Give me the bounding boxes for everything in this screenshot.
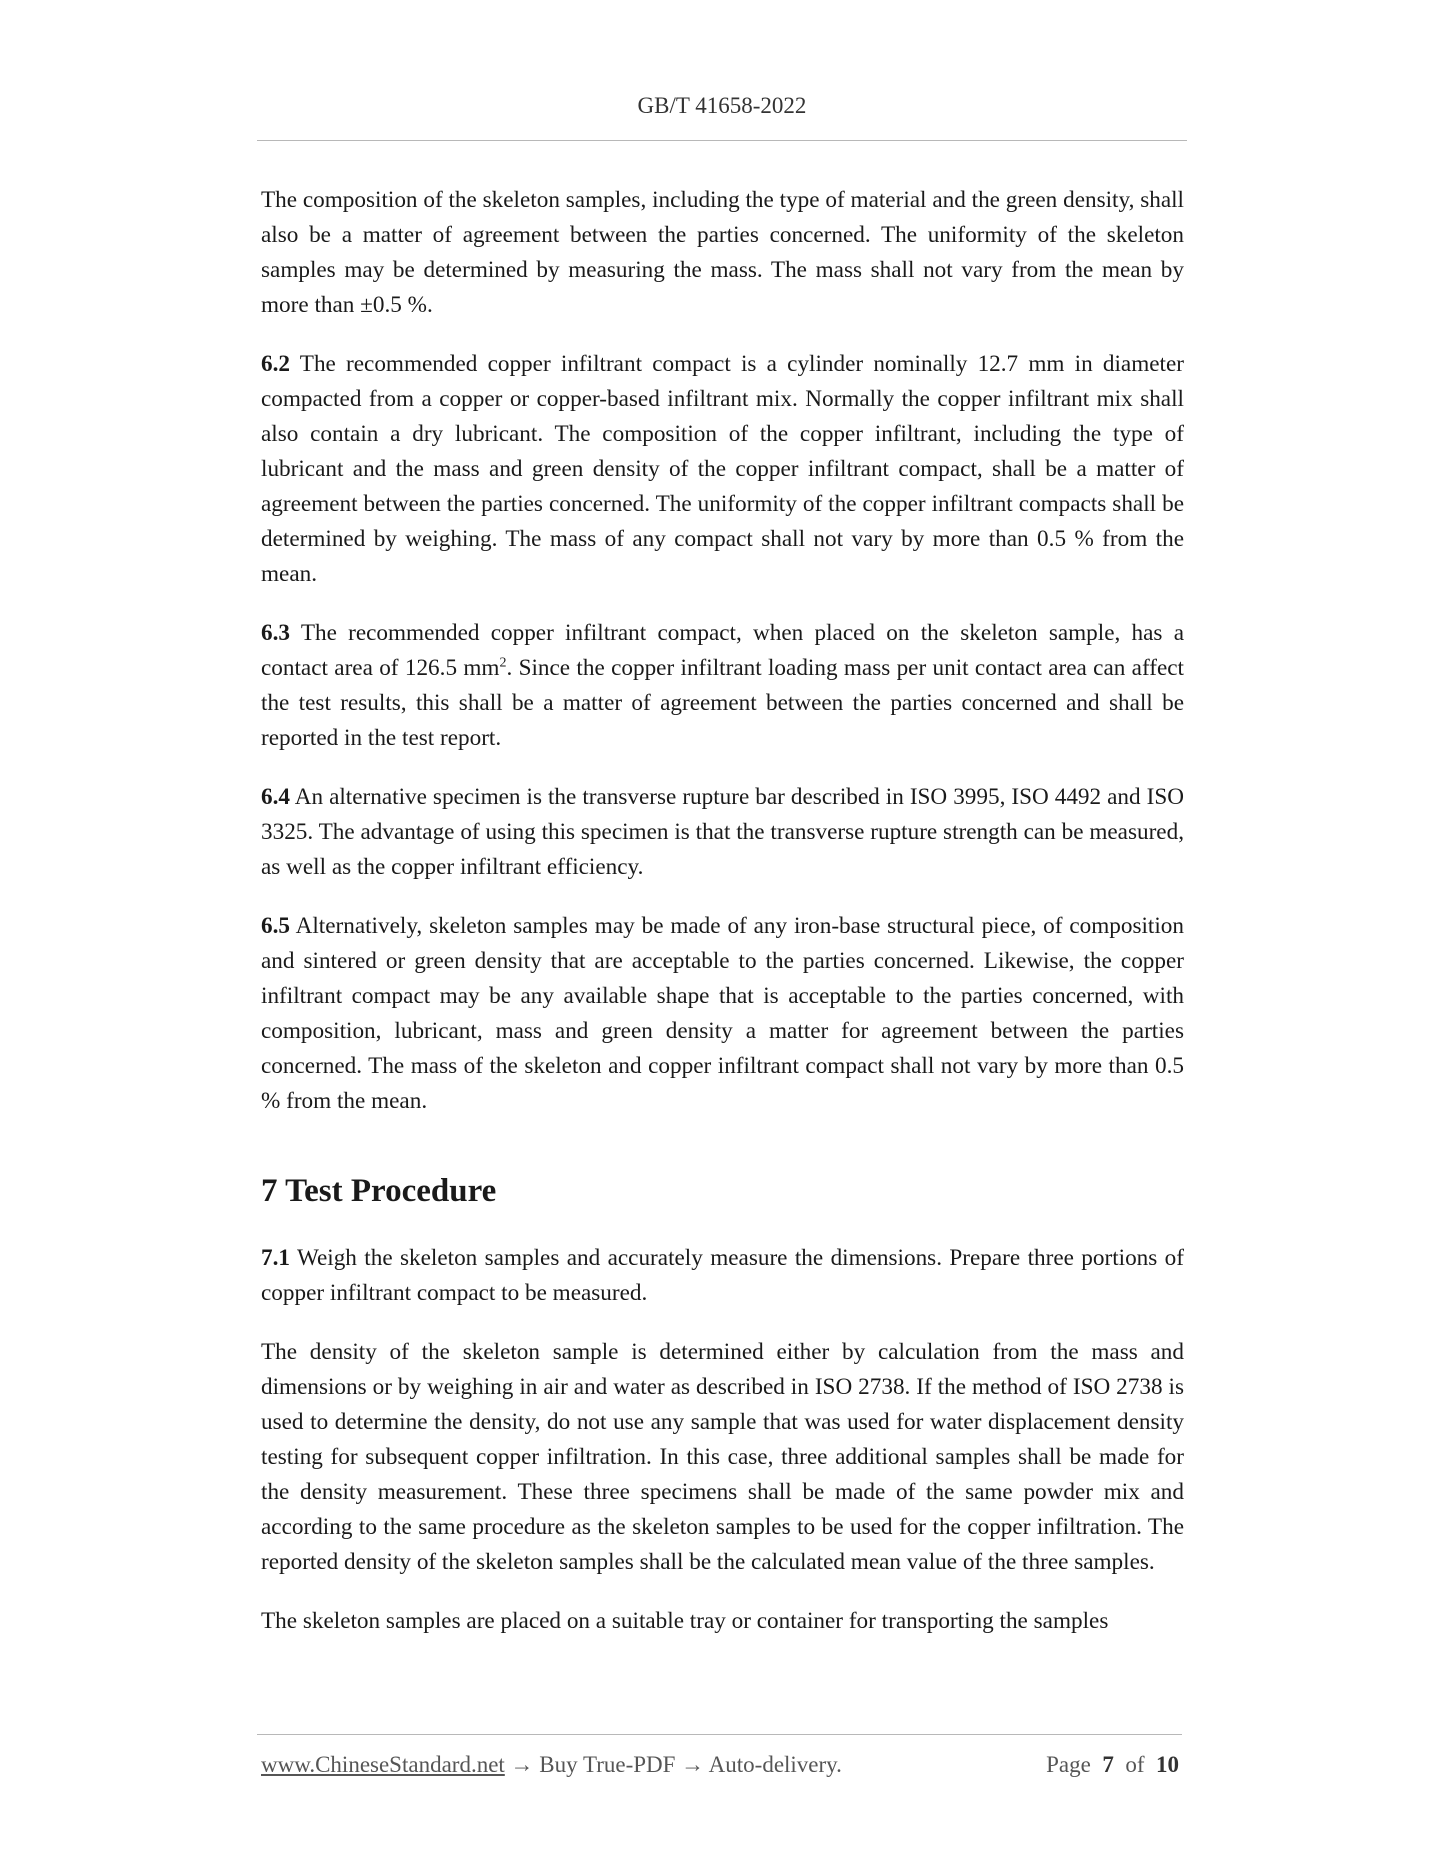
paragraph-6-4	[261, 780, 1184, 885]
paragraph-6-5	[261, 909, 1184, 1119]
clause-number-6-2: 6.2	[261, 351, 290, 377]
page-label: Page	[1046, 1752, 1091, 1777]
clause-text-6-2: The recommended copper infiltrant compact is a cylinder nominally 12.7 mm in diameter compacted from a copper or copper-based infiltrant mix. Normally the copper infiltrant mix shall also contain a dry lubricant. The composition of the copper infiltrant, including the type of lubricant and the mass and green density of the copper infiltrant compact, shall be a matter of agreement between the parties concerned. The uniformity of the copper infiltrant compacts shall be determined by weighing. The mass of any compact shall not vary by more than 0.5 % from the mean.	[261, 351, 1184, 587]
clause-text-7-1: Weigh the skeleton samples and accurately measure the dimensions. Prepare three portions of copper infiltrant compact to be measured.	[261, 1245, 1184, 1306]
paragraph-6-3	[261, 616, 1184, 756]
clause-text-6-3b: . Since the copper infiltrant loading mass per unit contact area can affect the test results, this shall be a matter of agreement between the parties concerned and shall be reported in the test report.	[261, 655, 1185, 751]
footer-promo	[261, 1752, 842, 1778]
document-body	[261, 183, 1184, 1663]
page-total: 10	[1156, 1752, 1179, 1777]
clause-number-6-3: 6.3	[261, 620, 290, 646]
clause-text-6-4: An alternative specimen is the transverse rupture bar described in ISO 3995, ISO 4492 and ISO 3325. The advantage of using this specimen is that the transverse rupture strength can be measured, as well as the copper infiltrant efficiency.	[261, 784, 1184, 880]
page-of-label: of	[1125, 1752, 1145, 1777]
superscript-2: 2	[499, 655, 507, 671]
header-divider	[257, 140, 1187, 141]
section-heading-7: 7 Test Procedure	[261, 1173, 497, 1209]
paragraph-7-1	[261, 1241, 1184, 1311]
page-current: 7	[1102, 1752, 1114, 1777]
footer-promo-text: → Buy True-PDF → Auto-delivery.	[504, 1752, 842, 1777]
page-header: GB/T 41658-2022	[637, 93, 807, 118]
clause-text-6-5: Alternatively, skeleton samples may be made of any iron-base structural piece, of composition and sintered or green density that are acceptable to the parties concerned. Likewise, the copper infiltrant compact may be any available shape that is acceptable to the parties concerned, with composition, lubricant, mass and green density a matter for agreement between the parties concerned. The mass of the skeleton and copper infiltrant compact shall not vary by more than 0.5 % from the mean.	[261, 913, 1184, 1114]
page-number	[1046, 1752, 1179, 1778]
paragraph-6-1-continued: The composition of the skeleton samples, including the type of material and the green density, shall also be a matter of agreement between the parties concerned. The uniformity of the skeleton samples may be determined by measuring the mass. The mass shall not vary from the mean by more than ±0.5 %.	[261, 187, 1184, 318]
chinesestandard-link[interactable]: www.ChineseStandard.net	[261, 1752, 505, 1777]
paragraph-tray: The skeleton samples are placed on a suitable tray or container for transporting the samples	[261, 1608, 1109, 1634]
clause-number-6-4: 6.4	[261, 784, 290, 810]
clause-text-6-3a: The recommended copper infiltrant compact, when placed on the skeleton sample, has a contact area of 126.5 mm	[261, 620, 1184, 681]
clause-number-7-1: 7.1	[261, 1245, 290, 1271]
paragraph-6-2	[261, 347, 1184, 592]
paragraph-density: The density of the skeleton sample is determined either by calculation from the mass and dimensions or by weighing in air and water as described in ISO 2738. If the method of ISO 2738 is used to determine the density, do not use any sample that was used for water displacement density testing for subsequent copper infiltration. In this case, three additional samples shall be made for the density measurement. These three specimens shall be made of the same powder mix and according to the same procedure as the skeleton samples to be used for the copper infiltration. The reported density of the skeleton samples shall be the calculated mean value of the three samples.	[261, 1339, 1184, 1575]
clause-number-6-5: 6.5	[261, 913, 290, 939]
footer-divider	[257, 1734, 1182, 1735]
